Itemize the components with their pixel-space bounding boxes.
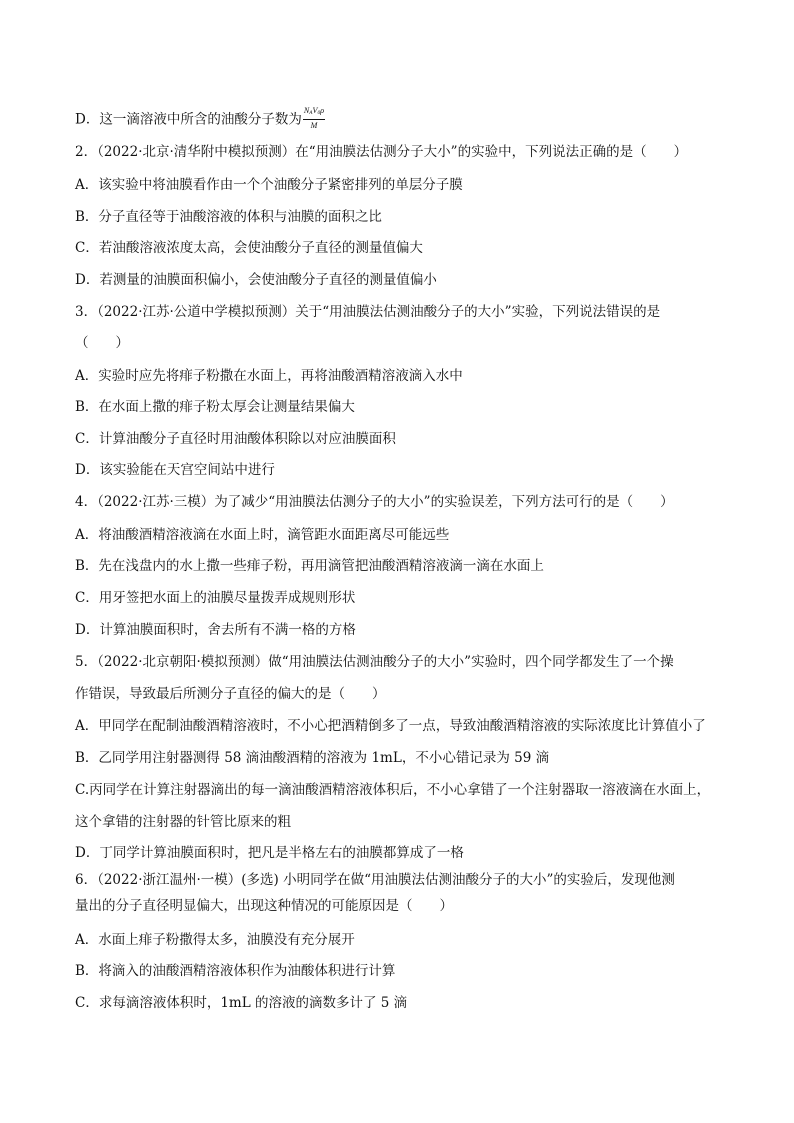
- q3-option-c: C．计算油酸分子直径时用油酸体积除以对应油膜面积: [75, 431, 396, 447]
- q4-option-d: D．计算油膜面积时，舍去所有不满一格的方格: [75, 622, 356, 638]
- q3-option-a: A．实验时应先将痱子粉撒在水面上，再将油酸酒精溶液滴入水中: [75, 368, 463, 384]
- q6-option-c: C．求每滴溶液体积时，1mL 的溶液的滴数多计了 5 滴: [75, 995, 408, 1011]
- q5-stem-cont: 作错误，导致最后所测分子直径的偏大的是（ ）: [75, 686, 386, 702]
- formula-numerator: $N_AV_0\rho$: [303, 106, 325, 120]
- q2-option-b: B．分子直径等于油酸溶液的体积与油膜的面积之比: [75, 209, 382, 225]
- q6-option-b: B．将滴入的油酸酒精溶液体积作为油酸体积进行计算: [75, 963, 396, 979]
- q2-option-d: D．若测量的油膜面积偏小，会使油酸分子直径的测量值偏小: [75, 272, 437, 288]
- q5-option-d: D．丁同学计算油膜面积时，把凡是半格左右的油膜都算成了一格: [75, 845, 464, 861]
- q3-option-d: D．该实验能在天宫空间站中进行: [75, 462, 275, 478]
- q2-option-c: C．若油酸溶液浓度太高，会使油酸分子直径的测量值偏大: [75, 240, 423, 256]
- q5-option-c: C.丙同学在计算注射器滴出的每一滴油酸酒精溶液体积后，不小心拿错了一个注射器取一溶液滴在水面上，: [75, 782, 711, 798]
- molecule-count-formula: [303, 106, 325, 130]
- q1-option-d: [75, 108, 325, 132]
- q4-stem: 4．（2022·江苏·三模）为了减少“用油膜法估测分子的大小”的实验误差，下列方法可行的是（ ）: [75, 494, 674, 510]
- formula-denominator: M: [310, 121, 318, 130]
- q1-option-d-text: D．这一滴溶液中所含的油酸分子数为: [75, 111, 302, 128]
- q4-option-b: B．先在浅盘内的水上撒一些痱子粉，再用滴管把油酸酒精溶液滴一滴在水面上: [75, 558, 544, 574]
- q2-option-a: A．该实验中将油膜看作由一个个油酸分子紧密排列的单层分子膜: [75, 177, 463, 193]
- q6-stem: 6．（2022·浙江温州·一模）(多选) 小明同学在做“用油膜法估测油酸分子的大小”的实验后，发现他测: [75, 872, 675, 888]
- q5-stem: 5．（2022·北京朝阳·模拟预测）做“用油膜法估测油酸分子的大小”实验时，四个同学都发生了一个操: [75, 654, 674, 670]
- q5-option-b: B．乙同学用注射器测得 58 滴油酸酒精的溶液为 1mL，不小心错记录为 59 滴: [75, 750, 550, 766]
- q3-stem-cont: （ ）: [75, 335, 129, 351]
- q6-stem-cont: 量出的分子直径明显偏大，出现这种情况的可能原因是（ ）: [75, 898, 453, 914]
- q4-option-c: C．用牙签把水面上的油膜尽量拨弄成规则形状: [75, 590, 356, 606]
- q4-option-a: A．将油酸酒精溶液滴在水面上时，滴管距水面距离尽可能远些: [75, 527, 450, 543]
- q3-option-b: B．在水面上撒的痱子粉太厚会让测量结果偏大: [75, 399, 355, 415]
- q6-option-a: A．水面上痱子粉撒得太多，油膜没有充分展开: [75, 932, 355, 948]
- q5-option-c-cont: 这个拿错的注射器的针管比原来的粗: [75, 814, 291, 830]
- q5-option-a: A．甲同学在配制油酸酒精溶液时，不小心把酒精倒多了一点，导致油酸酒精溶液的实际浓度比计算值小了: [75, 718, 706, 734]
- q3-stem: 3．（2022·江苏·公道中学模拟预测）关于“用油膜法估测油酸分子的大小”实验，下列说法错误的是: [75, 304, 661, 320]
- q2-stem: 2．（2022·北京·清华附中模拟预测）在“用油膜法估测分子大小”的实验中，下列说法正确的是（ ）: [75, 144, 688, 160]
